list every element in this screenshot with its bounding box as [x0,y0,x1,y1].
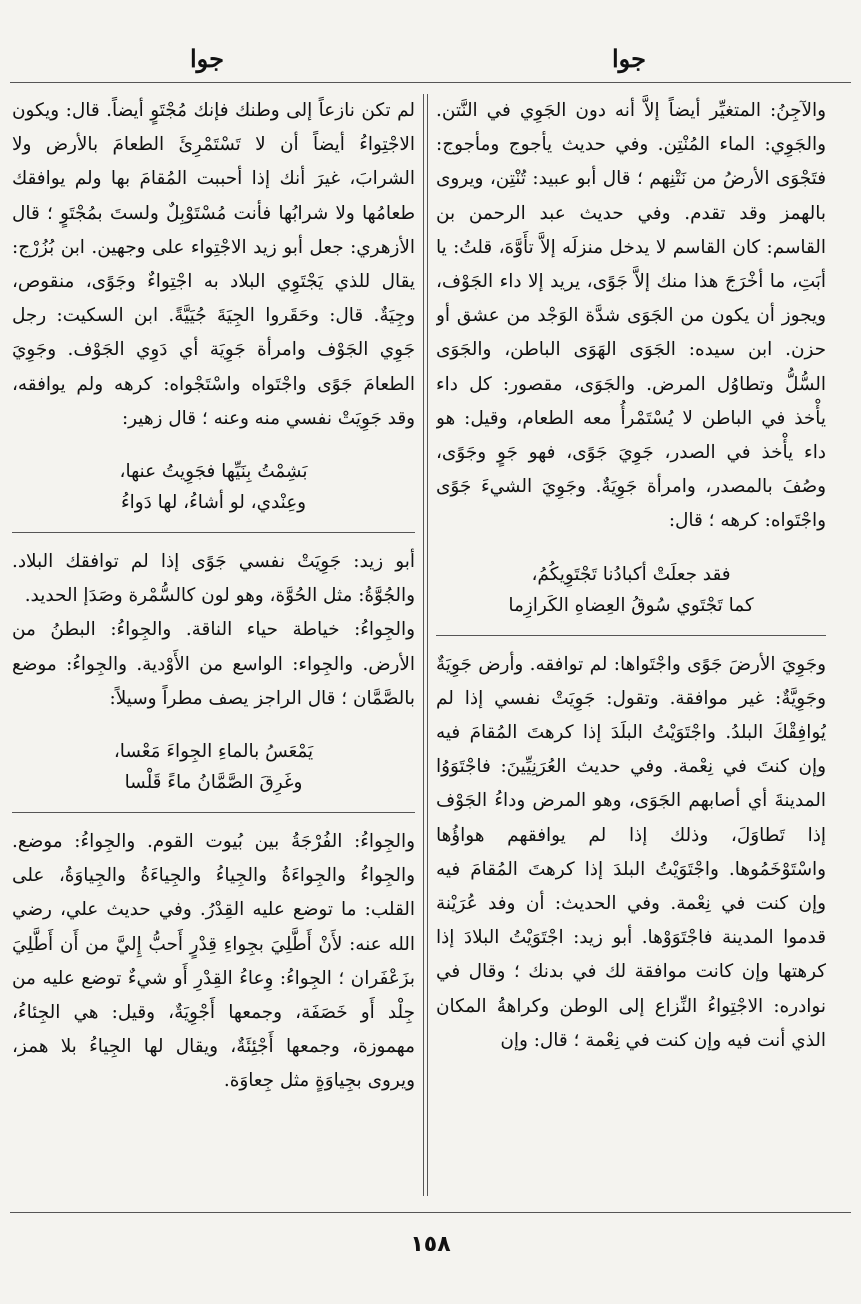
column-divider [427,94,428,1196]
header-guide-word-left: جوا [190,44,224,73]
entry-paragraph: والآجِنُ: المتغيِّر أيضاً إلاَّ أنه دون الجَوِي في النَّتن. والجَوِي: الماء المُنْتِن. وفي حديث يأجوج ومأجوج: فتَجْوَى الأرضُ من نَتْنِهم ؛ قال أبو عبيد: تُنْتِن، ويروى بالهمز وقد تقدم. وفي حديث عبد الرحمن بن القاسم: كان القاسم لا يدخل منزلَه إلاَّ تأَوَّهَ، قلتُ: يا أبَتِ، ما أخْرَجَ هذا منك إلاَّ جَوًى، يريد إلا داء الجَوْف، ويجوز أن يكون من الجَوَى شدَّة الوَجْد من عشق أو حزن. ابن سيده: الجَوَى الهَوَى الباطن، والجَوَى السُّلُّ وتطاوُل المرض. والجَوَى، مقصور: كل داء يأْخذ في الباطن لا يُسْتَمْرأُ معه الطعام، وقيل: هو داء يأْخذ في الصدر، جَوِيَ جَوًى، فهو جَوٍ وجَوًى، وصُفَ بالمصدر، وامرأة جَوِيَةٌ. وجَوِيَ الشيءَ جَوًى واجْتَواه: كرهه ؛ قال: [436,100,826,532]
verse-block [12,446,415,533]
entry-paragraph: لم تكن نازعاً إلى وطنك فإنك مُجْتَوٍ أيضاً. قال: ويكون الاجْتِواءُ أيضاً أن لا تَسْتَمْرِئَ الطعامَ بالأرض ولا الشرابَ، غيرَ أنك إذا أحببت المُقامَ بها ولم يوافقك طعامُها ولا شرابُها فأنت مُسْتَوْبِلٌ ولستَ بمُجْتَوٍ ؛ قال الأزهري: جعل أبو زيد الاجْتِواء على وجهين. ابن بُزُرْج: يقال للذي يَجْتَوِي البلاد به اجْتِواءٌ وجَوًى، منقوص، وجِيَةٌ. قال: وحَقَروا الجِيَةَ جُيَيَّةً. ابن السكيت: رجل جَوِي الجَوْف وامرأة جَوِيَة أي دَوِي الجَوْف. وجَوِيَ الطعامَ جَوًى واجْتَواه واسْتَجْواه: كرهه ولم يوافقه، وقد جَوِيَتْ نفسي منه وعنه ؛ قال زهير: [12,100,415,429]
header-rule [10,82,851,83]
footer-rule [10,1212,851,1213]
entry-paragraph: وجَوِيَ الأرضَ جَوًى واجْتَواها: لم توافقه. وأرض جَوِيَةٌ وجَوِيَّةٌ: غير موافقة. وتقول: جَوِيَتْ نفسي إذا لم يُوافِقْكَ البلدُ. واجْتَوَيْتُ البلَدَ إذا كرهتَ المُقامَ فيه وإن كنتَ في نِعْمة. وفي حديث العُرَنِيِّينَ: فاجْتَوَوُا المدينةَ أي أصابهم الجَوَى، وهو المرض وداءُ الجَوْف إذا تَطاوَلَ، وذلك إذا لم يوافقهم هواؤُها واسْتَوْخَمُوها. واجْتَوَيْتُ البلدَ إذا كرهتَ المُقامَ فيه وإن كنت في نِعْمة. وفي الحديث: أن وفد عُرَيْنة قدموا المدينة فاجْتَوَوْها. أبو زيد: اجْتَوَيْتُ البلادَ إذا كرهتها وإن كانت موافقة لك في بدنك ؛ وقال في نوادره: الاجْتِواءُ النِّزاع إلى الوطن وكراهةُ المكان الذي أنت فيه وإن كنت في نِعْمة ؛ قال: وإن [436,653,826,1051]
right-column [436,94,826,1202]
verse-line: وعِنْدي، لو أشاءُ، لها دَواءُ [120,492,307,514]
verse-line: يَمْعَسُ بالماءِ الجِواءَ مَعْسا، [113,741,314,763]
entry-paragraph: أبو زيد: جَوِيَتْ نفسي جَوًى إذا لم توافقك البلاد. والجُوَّةُ: مثل الحُوَّة، وهو لون كالسُّمْرة وصَدَإ الحديد. [12,551,415,607]
verse-line: كما تَجْتَوي سُوقُ العِضاهِ الكَرازِما [508,594,754,616]
verse-line: وغَرِقَ الصَّمَّانُ ماءً قَلْسا [124,772,303,794]
header-guide-word-right: جوا [612,44,646,73]
entry-paragraph: والجِواءُ: خياطة حياء الناقة. والجِواءُ: البطنُ من الأرض. والجِواء: الواسع من الأَوْدية. والجِواءُ: موضع بالصَّمَّان ؛ قال الراجز يصف مطراً وسيلاً: [12,619,415,709]
verse-line: فقد جعلَتْ أكبادُنا تَجْتَوِيكُمُ، [531,563,731,585]
page-number: ١٥٨ [410,1232,451,1257]
entry-paragraph: والجِواءُ: الفُرْجَةُ بين بُيوت القوم. والجِواءُ: موضع. والجِواءُ والجِواءَةُ والجِياءُ والجِياءَةُ والجِياوَةُ، على القلب: ما توضع عليه القِدْرُ. وفي حديث علي، رضي الله عنه: لأَنْ أَطَّلِيَ بجِواءِ قِدْرٍ أَحبُّ إِليَّ من أَن أَطَّلِيَ بزَعْفَران ؛ الجِواءُ: وِعاءُ القِدْرِ أَو شيءٌ توضع عليه من جِلْد أَو خَصَفَة، وجمعها أَجْوِيَةٌ، وقيل: هي الجِئاءُ، مهموزة، وجمعها أَجْئِئَةٌ، ويقال لها الجِياءُ بلا همز، ويروى بجِياوَةٍ مثل جِعاوَة. [12,831,415,1092]
verse-line: بَشِمْتُ بِنَيِّها فجَوِيتُ عنها، [119,461,308,483]
column-divider [423,94,424,1196]
left-column [12,94,415,1202]
verse-block [12,726,415,813]
verse-block [436,549,826,636]
